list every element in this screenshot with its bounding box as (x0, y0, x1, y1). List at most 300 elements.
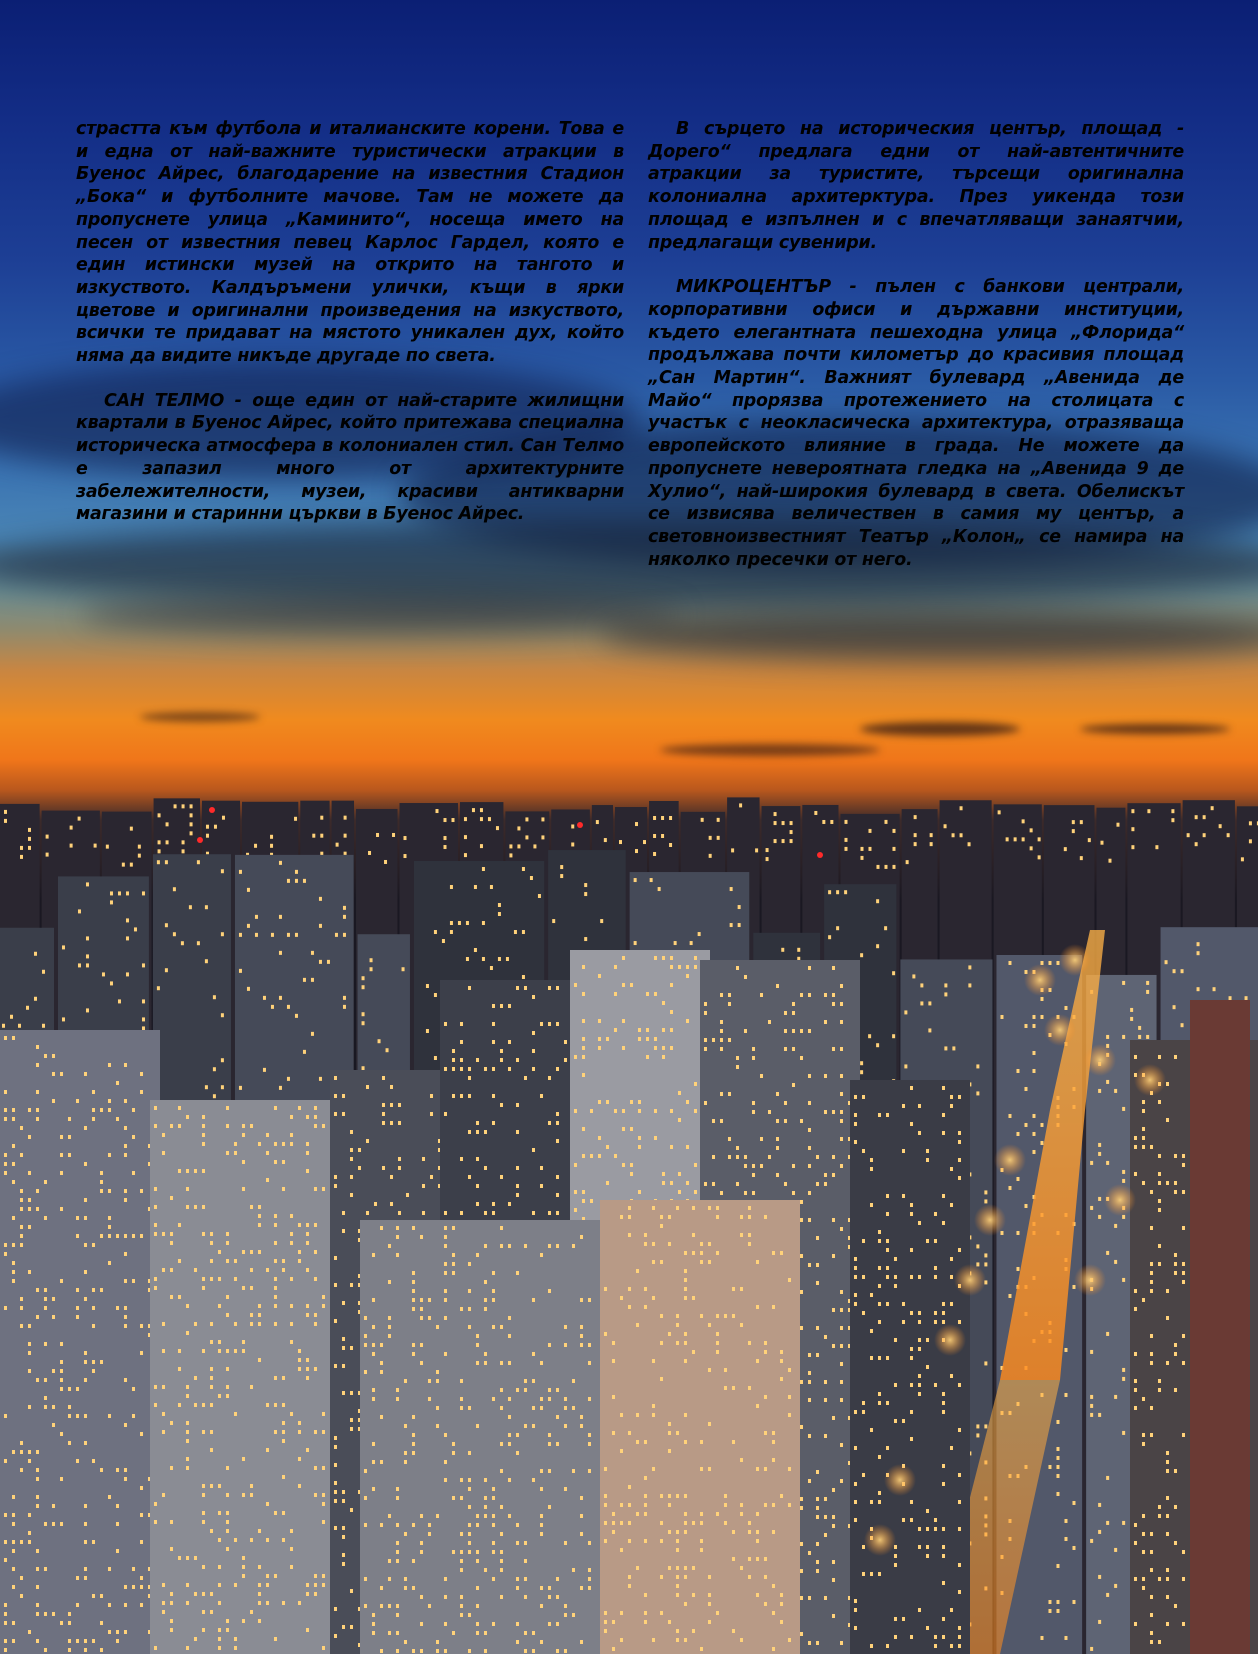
lit-window (468, 1262, 471, 1266)
lit-window (968, 983, 971, 987)
lit-window (516, 1577, 519, 1581)
lit-window (1098, 1215, 1101, 1219)
lit-window (824, 1380, 827, 1384)
lit-window (1142, 1532, 1145, 1536)
lit-window (170, 1547, 173, 1551)
lit-window (934, 1518, 937, 1522)
lit-window (36, 1567, 39, 1571)
lit-window (484, 1505, 487, 1509)
lit-window (364, 1370, 367, 1374)
lit-window (1048, 1600, 1051, 1604)
lit-window (12, 1549, 15, 1553)
lit-window (274, 1106, 277, 1110)
lit-window (580, 1586, 583, 1590)
lit-window (644, 1305, 647, 1309)
street-lamp-glow (864, 1524, 896, 1556)
lit-window (444, 1649, 447, 1653)
paragraph-microcentro: МИКРОЦЕНТЪР - пълен с банкови централи, корпоративни офиси и държавни институции, където елегантната пешеходна улица „Флорида“ продължава почти километър до красивия площад „Сан Мартин“. Важният булевард „Авенида де Майо“ прорязва протежението на столицата с участък с неокласическа архитектура, отразяваща европейското влияние в града. Не можете да пропуснете невероятната гледка на „Авенида 9 де Хулио“, най-широкия булевард в света. Обелискът се извисява величествен в самия му център, а световноизвестният Театър „Колон„ се намира на няколко пресечки от него. (648, 277, 1184, 570)
lit-window (124, 1468, 127, 1472)
lit-window (52, 1099, 55, 1103)
lit-window (1166, 1496, 1169, 1500)
lit-window (720, 1191, 723, 1195)
lit-window (1106, 1251, 1109, 1255)
lit-window (508, 1244, 511, 1248)
lit-window (270, 835, 273, 839)
lit-window (334, 1499, 337, 1503)
lit-window (404, 1532, 407, 1536)
lit-window (334, 1463, 337, 1467)
lit-window (474, 948, 477, 952)
lit-window (854, 1518, 857, 1522)
lit-window (342, 1553, 345, 1557)
lit-window (1150, 1433, 1153, 1437)
lit-window (468, 1505, 471, 1509)
lit-window (1174, 1253, 1177, 1257)
lit-window (620, 1521, 623, 1525)
lit-window (808, 993, 811, 997)
red-beacon-light (197, 837, 203, 843)
lit-window (100, 1288, 103, 1292)
lit-window (934, 1644, 937, 1648)
lit-window (854, 1113, 857, 1117)
lit-window (4, 1459, 7, 1463)
lit-window (255, 933, 258, 937)
lit-window (202, 1493, 205, 1497)
lit-window (678, 1190, 681, 1194)
lit-window (154, 1646, 157, 1650)
lit-window (178, 1349, 181, 1353)
lit-window (744, 1155, 747, 1159)
lit-window (460, 1550, 463, 1554)
lit-window (76, 1387, 79, 1391)
lit-window (774, 812, 777, 816)
lit-window (782, 821, 785, 825)
lit-window (556, 986, 559, 990)
lit-window (186, 1304, 189, 1308)
lit-window (548, 1211, 551, 1215)
lit-window (476, 1622, 479, 1626)
lit-window (670, 1028, 673, 1032)
lit-window (342, 1526, 345, 1530)
lit-window (646, 1037, 649, 1041)
lit-window (181, 941, 184, 945)
lit-window (12, 1162, 15, 1166)
lit-window (724, 1521, 727, 1525)
lit-window (926, 1545, 929, 1549)
lit-window (124, 1315, 127, 1319)
lit-window (660, 1611, 663, 1615)
street-lamp-glow (954, 1264, 986, 1296)
lit-window (186, 1169, 189, 1173)
lit-window (524, 1379, 527, 1383)
lit-window (556, 1121, 559, 1125)
lit-window (492, 1325, 495, 1329)
lit-window (476, 1559, 479, 1563)
lit-window (126, 936, 129, 940)
lit-window (218, 1565, 221, 1569)
lit-window (1056, 1474, 1059, 1478)
lit-window (444, 1595, 447, 1599)
lit-window (824, 1335, 827, 1339)
lit-window (384, 860, 387, 864)
lit-window (460, 1406, 463, 1410)
lit-window (372, 1298, 375, 1302)
lit-window (654, 992, 657, 996)
lit-window (678, 965, 681, 969)
lit-window (36, 1495, 39, 1499)
lit-window (1016, 1177, 1019, 1181)
lit-window (800, 1290, 803, 1294)
lit-window (170, 1520, 173, 1524)
lit-window (84, 1648, 87, 1652)
lit-window (1182, 1550, 1185, 1554)
lit-window (854, 1122, 857, 1126)
lit-window (250, 1250, 253, 1254)
lit-window (560, 874, 563, 878)
lit-window (717, 836, 720, 840)
lit-window (676, 1629, 679, 1633)
lit-window (1090, 1395, 1093, 1399)
lit-window (816, 1155, 819, 1159)
lit-window (1158, 1100, 1161, 1104)
lit-window (12, 1522, 15, 1526)
lit-window (854, 1293, 857, 1297)
lit-window (500, 1532, 503, 1536)
lit-window (92, 1540, 95, 1544)
lit-window (500, 1568, 503, 1572)
lit-window (412, 1559, 415, 1563)
lit-window (628, 1521, 631, 1525)
lit-window (452, 1496, 455, 1500)
lit-window (854, 1500, 857, 1504)
cloud (860, 722, 1020, 736)
lit-window (170, 1466, 173, 1470)
lit-window (556, 1388, 559, 1392)
lit-window (854, 1257, 857, 1261)
lit-window (44, 1405, 47, 1409)
lit-window (692, 1206, 695, 1210)
lit-window (556, 1577, 559, 1581)
lit-window (422, 1211, 425, 1215)
lit-window (816, 1263, 819, 1267)
lit-window (668, 1503, 671, 1507)
lit-window (952, 833, 955, 837)
lit-window (918, 1608, 921, 1612)
lit-window (772, 1647, 775, 1651)
lit-window (582, 1046, 585, 1050)
lit-window (509, 853, 512, 857)
lit-window (588, 1397, 591, 1401)
lit-window (840, 984, 843, 988)
lit-window (84, 1126, 87, 1130)
lit-window (140, 1234, 143, 1238)
lit-window (420, 1649, 423, 1653)
lit-window (26, 1006, 29, 1010)
lit-window (108, 1063, 111, 1067)
lit-window (574, 1109, 577, 1113)
lit-window (1106, 1476, 1109, 1480)
lit-window (752, 1047, 755, 1051)
lit-window (492, 1289, 495, 1293)
lit-window (202, 1610, 205, 1614)
lit-window (124, 1324, 127, 1328)
lit-window (282, 1259, 285, 1263)
lit-window (524, 1631, 527, 1635)
lit-window (320, 816, 323, 820)
lit-window (644, 1539, 647, 1543)
lit-window (334, 1175, 337, 1179)
lit-window (676, 1431, 679, 1435)
lit-window (314, 1592, 317, 1596)
lit-window (756, 1359, 759, 1363)
lit-window (298, 1421, 301, 1425)
lit-window (942, 1554, 945, 1558)
lit-window (1064, 1537, 1067, 1541)
lit-window (460, 1058, 463, 1062)
lit-window (382, 1166, 385, 1170)
lit-window (920, 983, 923, 987)
lit-window (226, 1520, 229, 1524)
lit-window (1195, 815, 1198, 819)
lit-window (634, 941, 637, 945)
lit-window (142, 1017, 145, 1021)
lit-window (28, 828, 31, 832)
lit-window (976, 1424, 979, 1428)
lit-window (170, 1592, 173, 1596)
lit-window (76, 1216, 79, 1220)
lit-window (942, 1410, 945, 1414)
lit-window (952, 1046, 955, 1050)
lit-window (516, 1166, 519, 1170)
lit-window (484, 1649, 487, 1653)
lit-window (772, 1431, 775, 1435)
lit-window (412, 1226, 415, 1230)
lit-window (44, 1522, 47, 1526)
lit-window (690, 941, 693, 945)
lit-window (290, 1133, 293, 1137)
lit-window (517, 826, 520, 830)
lit-window (524, 1424, 527, 1428)
lit-window (1150, 1352, 1153, 1356)
lit-window (210, 1484, 213, 1488)
lit-window (343, 996, 346, 1000)
lit-window (186, 1601, 189, 1605)
lit-window (468, 1478, 471, 1482)
lit-window (816, 1569, 819, 1573)
lit-window (202, 1484, 205, 1488)
lit-window (279, 1086, 282, 1090)
lit-window (638, 1037, 641, 1041)
lit-window (564, 1604, 567, 1608)
lit-window (380, 1370, 383, 1374)
lit-window (840, 1110, 843, 1114)
lit-window (508, 1040, 511, 1044)
lit-window (1122, 981, 1125, 985)
lit-window (250, 1493, 253, 1497)
lit-window (630, 1172, 633, 1176)
lit-window (420, 1514, 423, 1518)
lit-window (498, 903, 501, 907)
lit-window (1080, 856, 1083, 860)
lit-window (1114, 1089, 1117, 1093)
lit-window (612, 1341, 615, 1345)
lit-window (140, 1324, 143, 1328)
lit-window (646, 1028, 649, 1032)
lit-window (756, 1512, 759, 1516)
lit-window (78, 963, 81, 967)
lit-window (684, 1512, 687, 1516)
lit-window (764, 1557, 767, 1561)
lit-window (1182, 1577, 1185, 1581)
lit-window (728, 1092, 731, 1096)
lit-window (218, 1511, 221, 1515)
lit-window (756, 1305, 759, 1309)
lit-window (314, 1367, 317, 1371)
lit-window (194, 1403, 197, 1407)
lit-window (532, 1148, 535, 1152)
lit-window (92, 1306, 95, 1310)
lit-window (582, 965, 585, 969)
lit-window (62, 945, 65, 949)
lit-window (676, 1548, 679, 1552)
lit-window (460, 1211, 463, 1215)
lit-window (976, 1091, 979, 1095)
lit-window (68, 1117, 71, 1121)
lit-window (958, 1320, 961, 1324)
lit-window (12, 1450, 15, 1454)
lit-window (140, 1351, 143, 1355)
lit-window (790, 839, 793, 843)
lit-window (684, 1638, 687, 1642)
lit-window (202, 1628, 205, 1632)
lit-window (598, 1019, 601, 1023)
lit-window (60, 1342, 63, 1346)
lit-window (854, 1599, 857, 1603)
lit-window (239, 969, 242, 973)
lit-window (484, 1130, 487, 1134)
lit-window (772, 1458, 775, 1462)
lit-window (800, 1596, 803, 1600)
lit-window (76, 1459, 79, 1463)
lit-window (684, 1287, 687, 1291)
lit-window (540, 1361, 543, 1365)
lit-window (780, 1494, 783, 1498)
lit-window (484, 1496, 487, 1500)
lit-window (1131, 809, 1134, 813)
lit-window (652, 1359, 655, 1363)
lit-window (343, 906, 346, 910)
lit-window (604, 838, 607, 842)
lit-window (654, 1136, 657, 1140)
lit-window (878, 1239, 881, 1243)
lit-window (20, 1153, 23, 1157)
lit-window (564, 1397, 567, 1401)
lit-window (694, 1082, 697, 1086)
lit-window (178, 1403, 181, 1407)
lit-window (242, 1556, 245, 1560)
lit-window (442, 939, 445, 943)
lit-window (162, 1412, 165, 1416)
lit-window (290, 1322, 293, 1326)
lit-window (100, 1171, 103, 1175)
lit-window (686, 1181, 689, 1185)
lit-window (468, 1550, 471, 1554)
lit-window (250, 1385, 253, 1389)
lit-window (460, 1478, 463, 1482)
lit-window (154, 1187, 157, 1191)
lit-window (162, 1133, 165, 1137)
lit-window (532, 995, 535, 999)
lit-window (94, 844, 97, 848)
lit-window (756, 1539, 759, 1543)
lit-window (358, 1148, 361, 1152)
lit-window (790, 830, 793, 834)
lit-window (732, 1440, 735, 1444)
lit-window (290, 1412, 293, 1416)
lit-window (242, 1286, 245, 1290)
lit-window (124, 1423, 127, 1427)
lit-window (738, 923, 741, 927)
lit-window (290, 1232, 293, 1236)
lit-window (274, 1322, 277, 1326)
lit-window (18, 1024, 21, 1028)
lit-window (1173, 1005, 1176, 1009)
lit-window (884, 926, 887, 930)
lit-window (752, 1191, 755, 1195)
lit-window (860, 1070, 863, 1074)
lit-window (492, 1550, 495, 1554)
lit-window (452, 1451, 455, 1455)
lit-window (1182, 1190, 1185, 1194)
lit-window (372, 1631, 375, 1635)
lit-window (684, 1341, 687, 1345)
lit-window (468, 1175, 471, 1179)
lit-window (886, 1266, 889, 1270)
lit-window (221, 869, 224, 873)
lit-window (926, 1158, 929, 1162)
lit-window (116, 1081, 119, 1085)
lit-window (226, 1259, 229, 1263)
lit-window (126, 918, 129, 922)
lit-window (108, 1630, 111, 1634)
lit-window (604, 1503, 607, 1507)
lit-window (886, 1248, 889, 1252)
lit-window (516, 1622, 519, 1626)
lit-window (404, 1451, 407, 1455)
lit-window (460, 1094, 463, 1098)
lit-window (522, 867, 525, 871)
lit-window (684, 1602, 687, 1606)
lit-window (918, 1221, 921, 1225)
street-lamp-glow (1024, 964, 1056, 996)
lit-window (584, 892, 587, 896)
lit-window (86, 936, 89, 940)
lit-window (36, 1117, 39, 1121)
lit-window (732, 1287, 735, 1291)
lit-window (468, 1289, 471, 1293)
lit-window (476, 1586, 479, 1590)
lit-window (1142, 1442, 1145, 1446)
lit-window (84, 1270, 87, 1274)
lit-window (226, 1619, 229, 1623)
lit-window (460, 1568, 463, 1572)
lit-window (784, 1029, 787, 1033)
lit-window (434, 930, 437, 934)
lit-window (686, 1100, 689, 1104)
lit-window (70, 844, 73, 848)
lit-window (886, 1401, 889, 1405)
lit-window (12, 1540, 15, 1544)
